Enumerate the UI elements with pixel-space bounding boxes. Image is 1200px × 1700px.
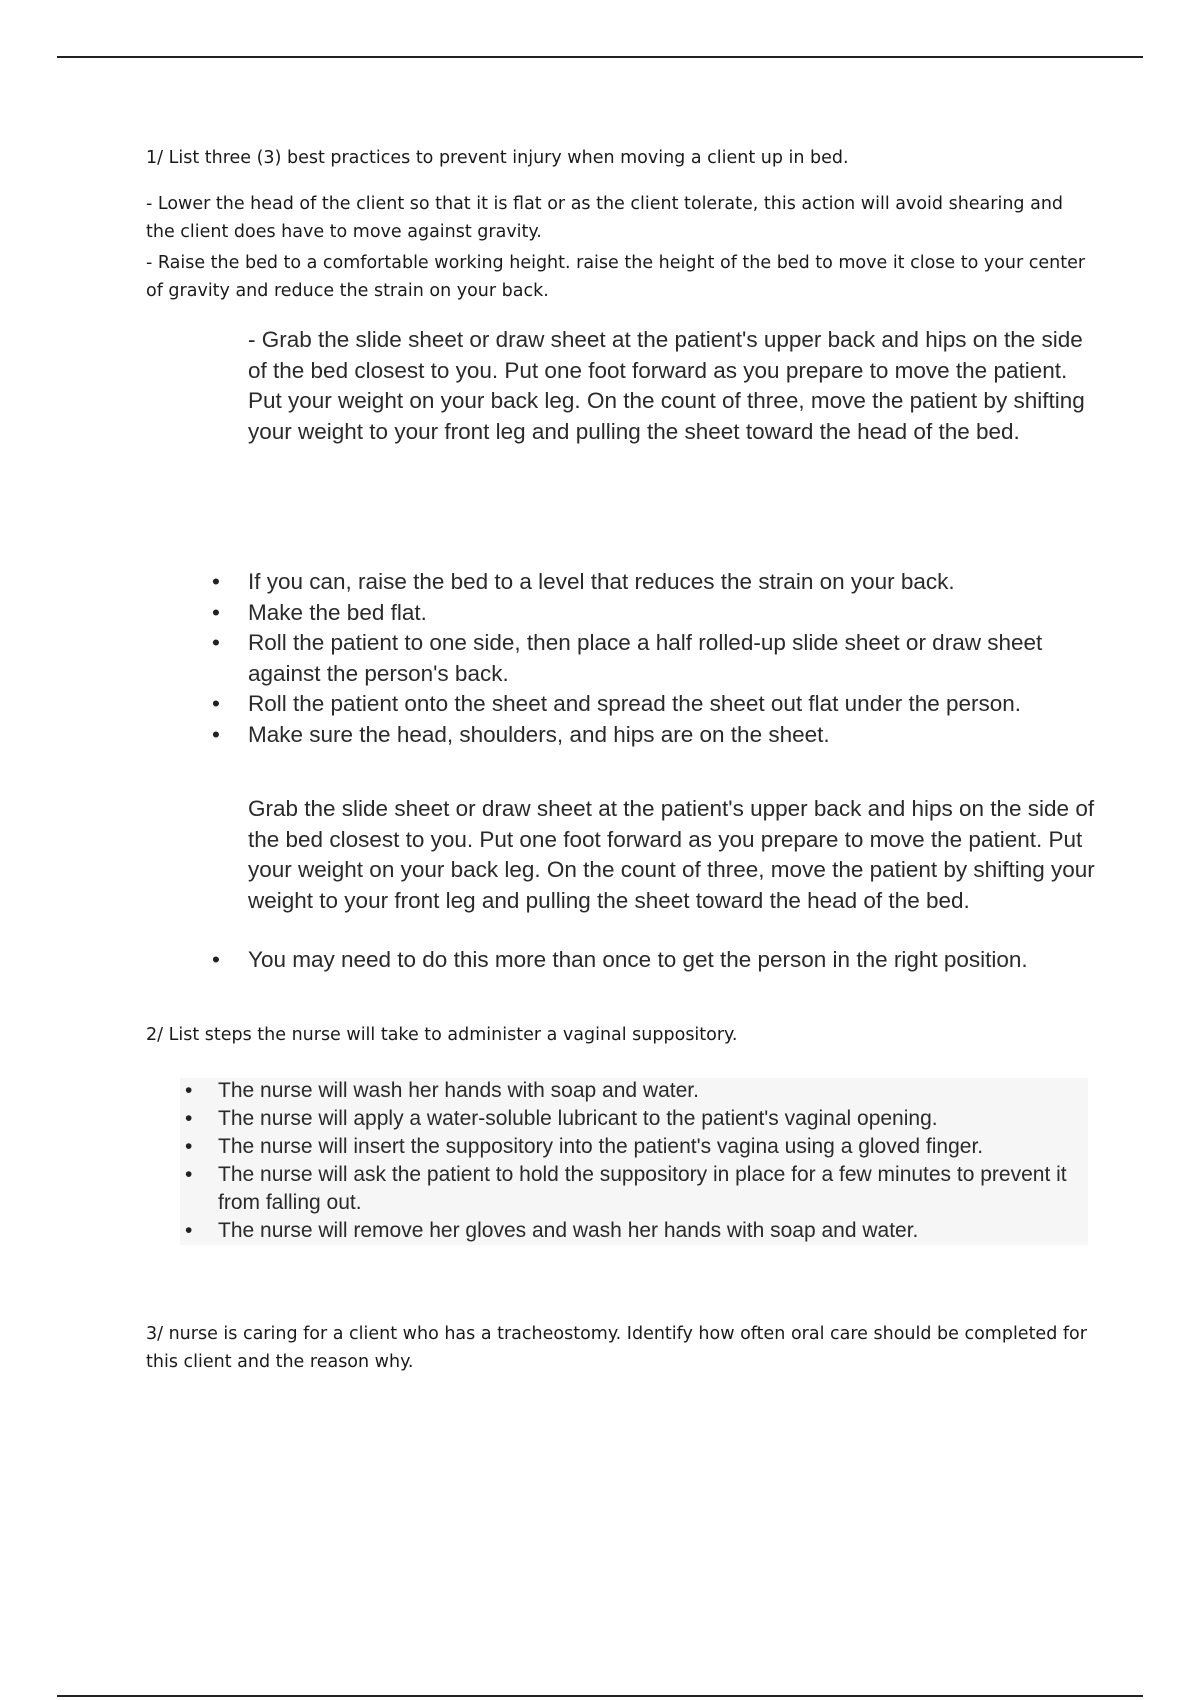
grab-sheet-paragraph-2: Grab the slide sheet or draw sheet at the patient's upper back and hips on the side of the bed closest to you. Put one foot forward as you prepare to move the patient. Put your weight on your back leg. On the count of three, move the patient by shifting your weight to your front leg and pulling the sheet toward the head of the bed. — [248, 796, 1095, 913]
list-item: • The nurse will wash her hands with soap and water. — [218, 1077, 1098, 1105]
question-1-answer-2: - Raise the bed to a comfortable working height. raise the height of the bed to move it close to your center of gravity and reduce the strain on your back. — [146, 253, 1086, 301]
question-1-heading: 1/ List three (3) best practices to prevent injury when moving a client up in bed. — [146, 148, 849, 168]
grab-sheet-paragraph-1: - Grab the slide sheet or draw sheet at the patient's upper back and hips on the side of the bed closest to you. Put one foot forward as you prepare to move the patient. Put your weight on your back leg. On the count of three, move the patient by shifting your weight to your front leg and pulling the sheet toward the head of the bed. — [248, 327, 1085, 444]
question-1-answer-1: - Lower the head of the client so that it is flat or as the client tolerate, this action will avoid shearing and the client does have to move against gravity. — [146, 194, 1064, 242]
list-item: • The nurse will remove her gloves and wash her hands with soap and water. — [218, 1217, 1098, 1245]
list-item: • The nurse will apply a water-soluble lubricant to the patient's vaginal opening. — [218, 1105, 1098, 1133]
list-item: • Make sure the head, shoulders, and hips are on the sheet. — [248, 720, 1098, 751]
list-item: • Roll the patient onto the sheet and spread the sheet out flat under the person. — [248, 689, 1098, 720]
final-step-list — [248, 945, 1098, 976]
list-item: • Make the bed flat. — [248, 598, 1098, 629]
move-steps-list — [248, 567, 1098, 750]
suppository-steps-list — [218, 1077, 1098, 1245]
list-item: • You may need to do this more than once to get the person in the right position. — [248, 945, 1098, 976]
header-rule — [57, 56, 1143, 58]
footer-rule — [57, 1695, 1143, 1697]
list-item: • If you can, raise the bed to a level that reduces the strain on your back. — [248, 567, 1098, 598]
question-3-heading: 3/ nurse is caring for a client who has a tracheostomy. Identify how often oral care should be completed for this client and the reason why. — [146, 1324, 1087, 1372]
question-2-heading: 2/ List steps the nurse will take to administer a vaginal suppository. — [146, 1025, 738, 1045]
list-item: • The nurse will ask the patient to hold the suppository in place for a few minutes to prevent it from falling out. — [218, 1161, 1098, 1217]
list-item: • The nurse will insert the suppository into the patient's vagina using a gloved finger. — [218, 1133, 1098, 1161]
list-item: • Roll the patient to one side, then place a half rolled-up slide sheet or draw sheet against the person's back. — [248, 628, 1098, 689]
